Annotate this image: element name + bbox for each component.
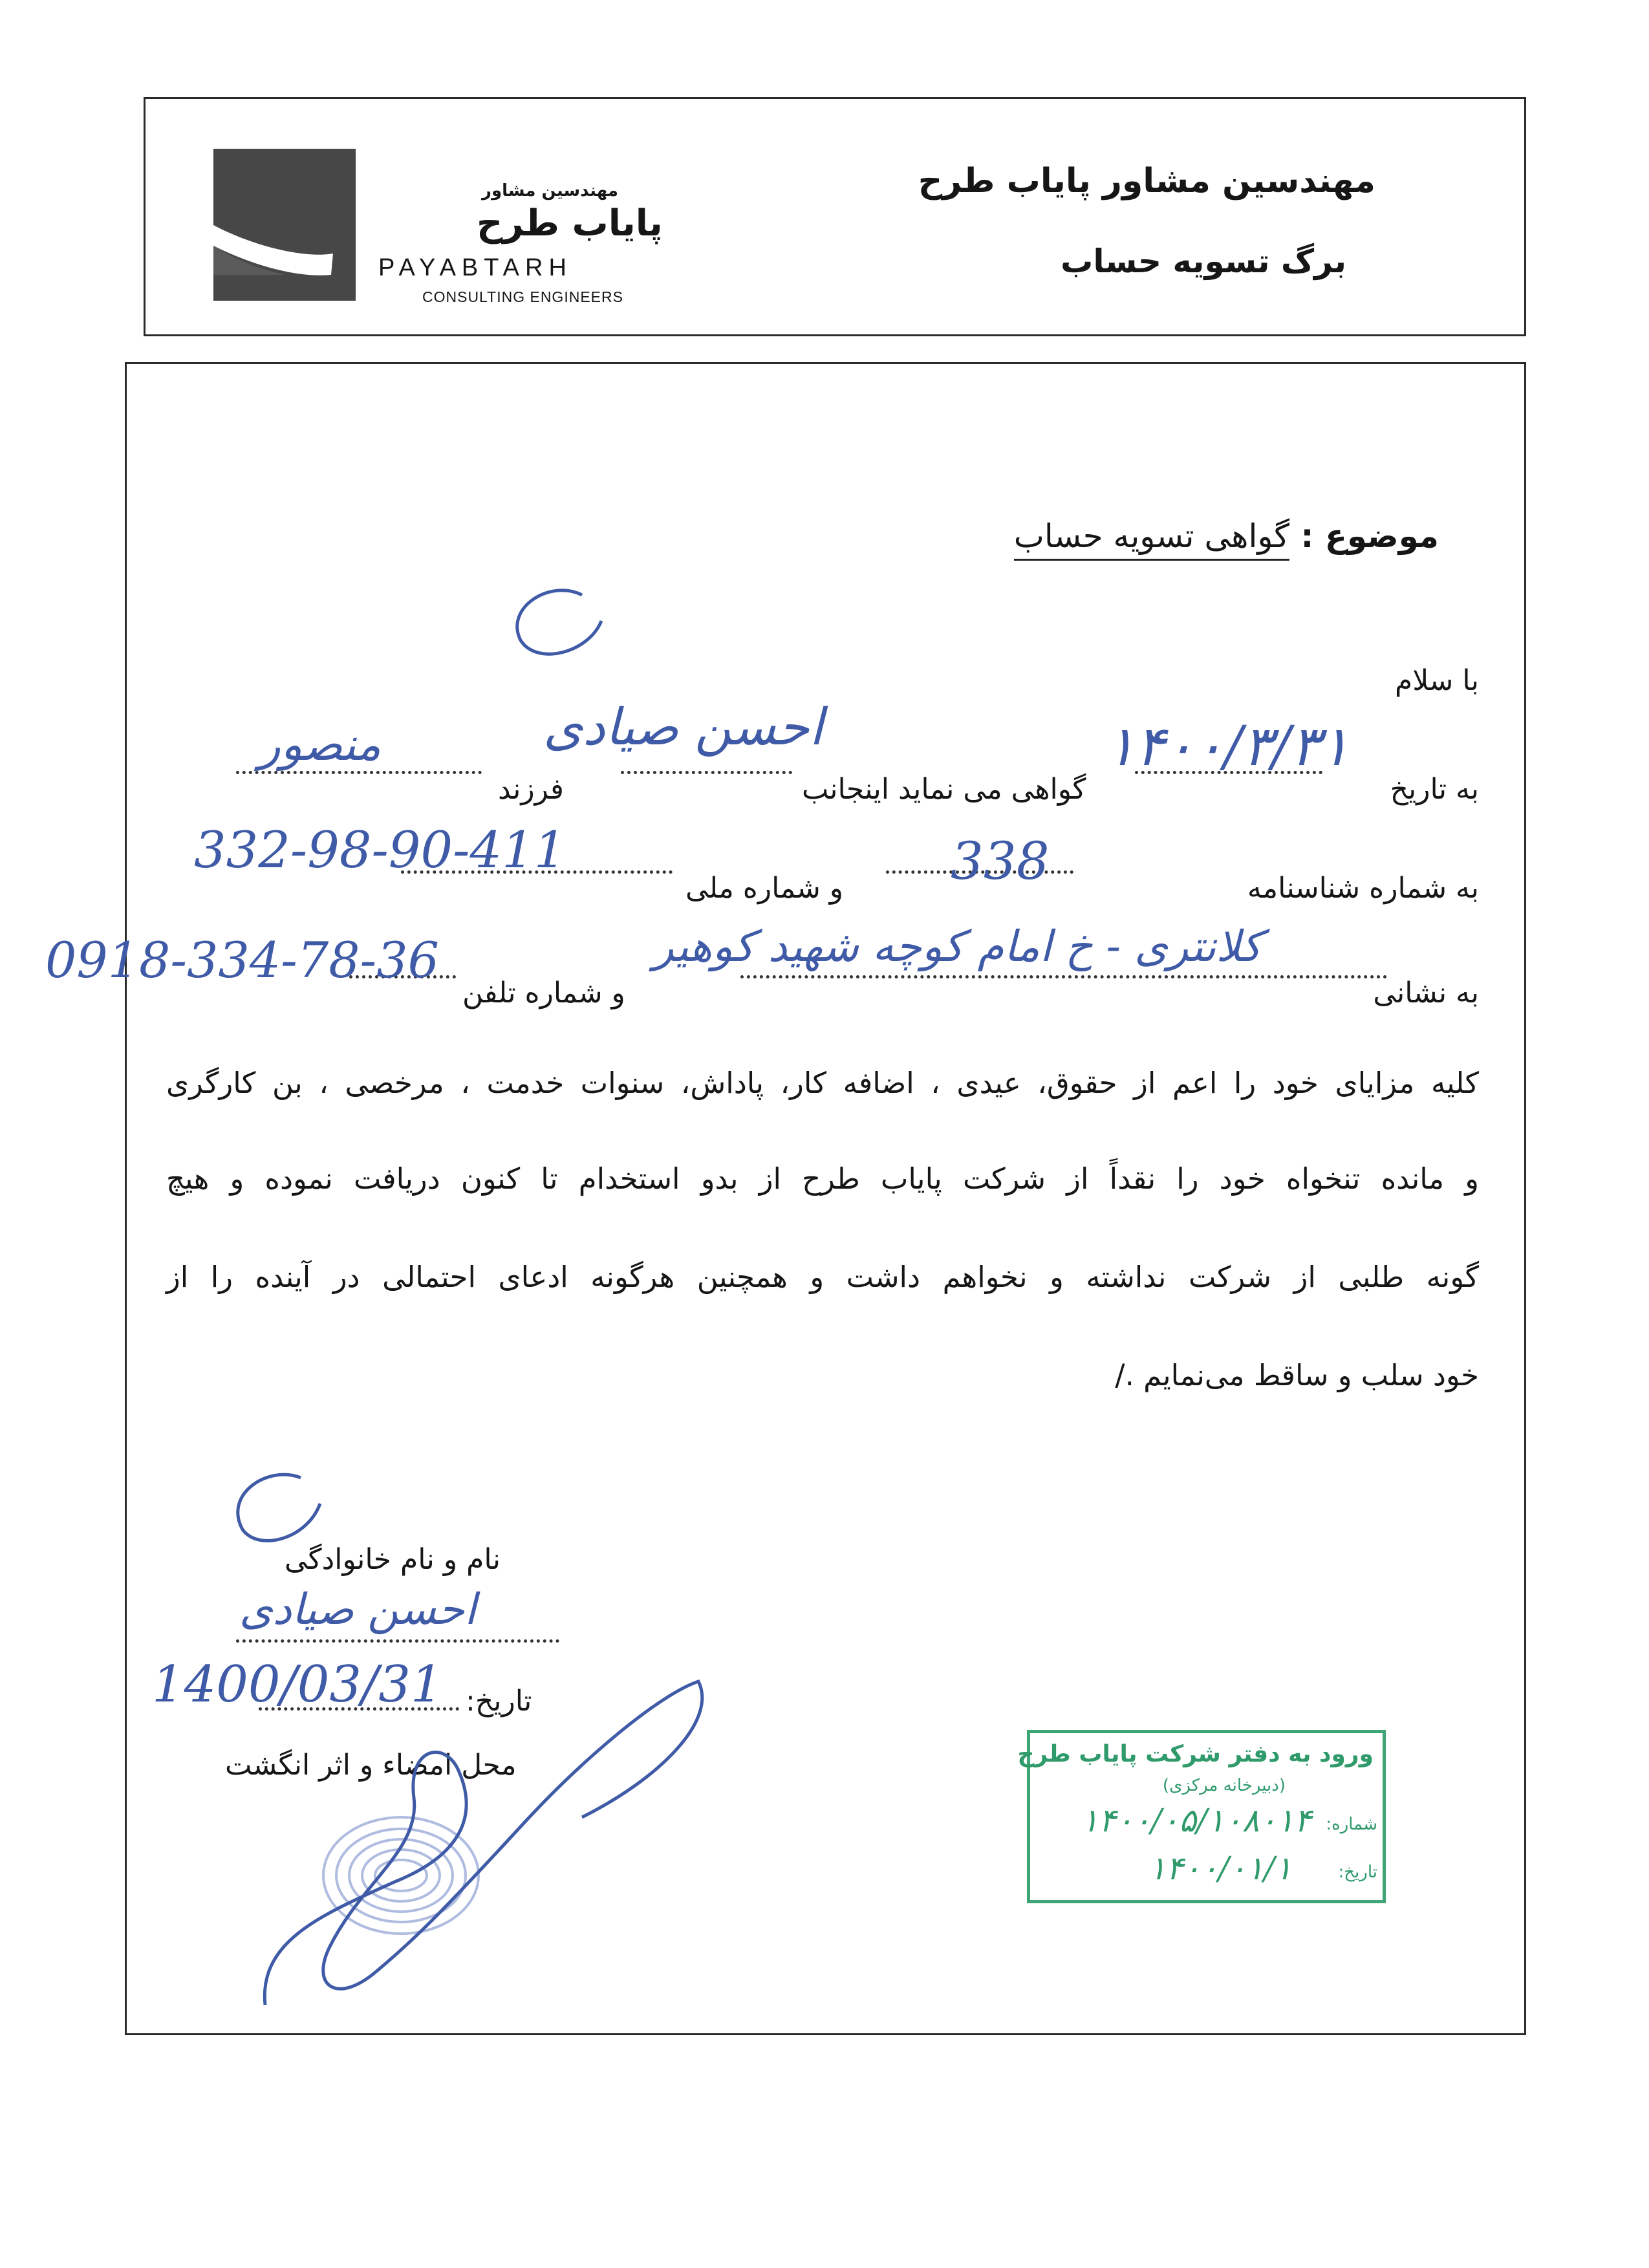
stamp-date-value: ۱۴۰۰/۰۱/۱ — [1148, 1850, 1292, 1887]
address-dots — [740, 975, 1387, 978]
handwritten-initial-icon — [491, 582, 627, 673]
header-box — [144, 97, 1526, 336]
certify-text: گواهی می نماید اینجانب — [802, 773, 1086, 806]
subject-value: گواهی تسویه حساب — [1014, 517, 1289, 561]
subject-line — [1014, 517, 1439, 555]
name-dots — [621, 771, 792, 774]
logo-fa-subtitle: مهندسین مشاور — [482, 181, 618, 200]
greeting: با سلام — [1394, 664, 1479, 697]
sign-date-label: تاریخ: — [466, 1685, 532, 1718]
logo-en-name: PAYABTARH — [378, 254, 572, 281]
sign-place-label: محل امضاء و اثر انگشت — [225, 1749, 517, 1782]
stamp-title: ورود به دفتر شرکت پایاب طرح — [1017, 1741, 1374, 1767]
body-line-2: و مانده تنخواه خود را نقداً از شرکت پایاب طرح از بدو استخدام تا کنون دریافت نموده و هیچ — [166, 1161, 1479, 1196]
body-line-4: خود سلب و ساقط می‌نمایم ./ — [1115, 1358, 1479, 1392]
sign-name-handwritten: احسن صیادی — [239, 1584, 477, 1634]
logo-fa-name: پایاب طرح — [477, 202, 663, 244]
date-handwritten: ۱۴۰۰/۳/۳۱ — [1106, 715, 1350, 779]
phone-handwritten: 0918-334-78-36 — [45, 931, 439, 989]
subject-label: موضوع : — [1300, 517, 1439, 555]
sign-name-dots — [236, 1639, 559, 1643]
address-label: به نشانی — [1373, 977, 1479, 1010]
stamp-number-label: شماره: — [1326, 1815, 1377, 1834]
birth-cert-handwritten: 338 — [951, 831, 1050, 891]
body-line-1: کلیه مزایای خود را اعم از حقوق، عیدی ، اضافه کار، پاداش، سنوات خدمت ، مرخصی ، بن کارگری — [166, 1066, 1479, 1100]
stamp-subtitle: (دبیرخانه مرکزی) — [1162, 1776, 1286, 1795]
stamp-number-value: ۱۴۰۰/۰۵/۱۰۸۰۱۴ — [1081, 1802, 1311, 1839]
office-stamp — [1017, 1730, 1386, 1903]
father-dots — [236, 771, 482, 774]
date-prefix: به تاریخ — [1390, 773, 1479, 806]
father-handwritten: منصور — [259, 718, 382, 771]
logo-en-subtitle: CONSULTING ENGINEERS — [422, 288, 623, 305]
address-handwritten: کلانتری - خ امام کوچه شهید کوهیر — [653, 922, 1262, 971]
stamp-date-label: تاریخ: — [1338, 1863, 1377, 1882]
body-line-3: گونه طلبی از شرکت نداشته و نخواهم داشت و همچنین هرگونه ادعای احتمالی در آینده را از — [166, 1260, 1479, 1294]
child-of-label: فرزند — [498, 773, 564, 806]
name-label: نام و نام خانوادگی — [285, 1543, 501, 1576]
name-handwritten: احسن صیادی — [543, 698, 823, 757]
sign-date-handwritten: 1400/03/31 — [152, 1656, 443, 1714]
national-id-label: و شماره ملی — [685, 872, 844, 905]
signature-fingerprint-icon — [246, 1669, 737, 2031]
company-name: مهندسین مشاور پایاب طرح — [918, 162, 1375, 200]
form-title: برگ تسویه حساب — [1061, 243, 1346, 280]
phone-label: و شماره تلفن — [462, 977, 625, 1010]
company-logo — [213, 149, 356, 301]
logo-mark-icon — [213, 149, 356, 301]
birth-cert-label: به شماره شناسنامه — [1247, 872, 1479, 905]
national-id-handwritten: 332-98-90-411 — [194, 821, 566, 880]
